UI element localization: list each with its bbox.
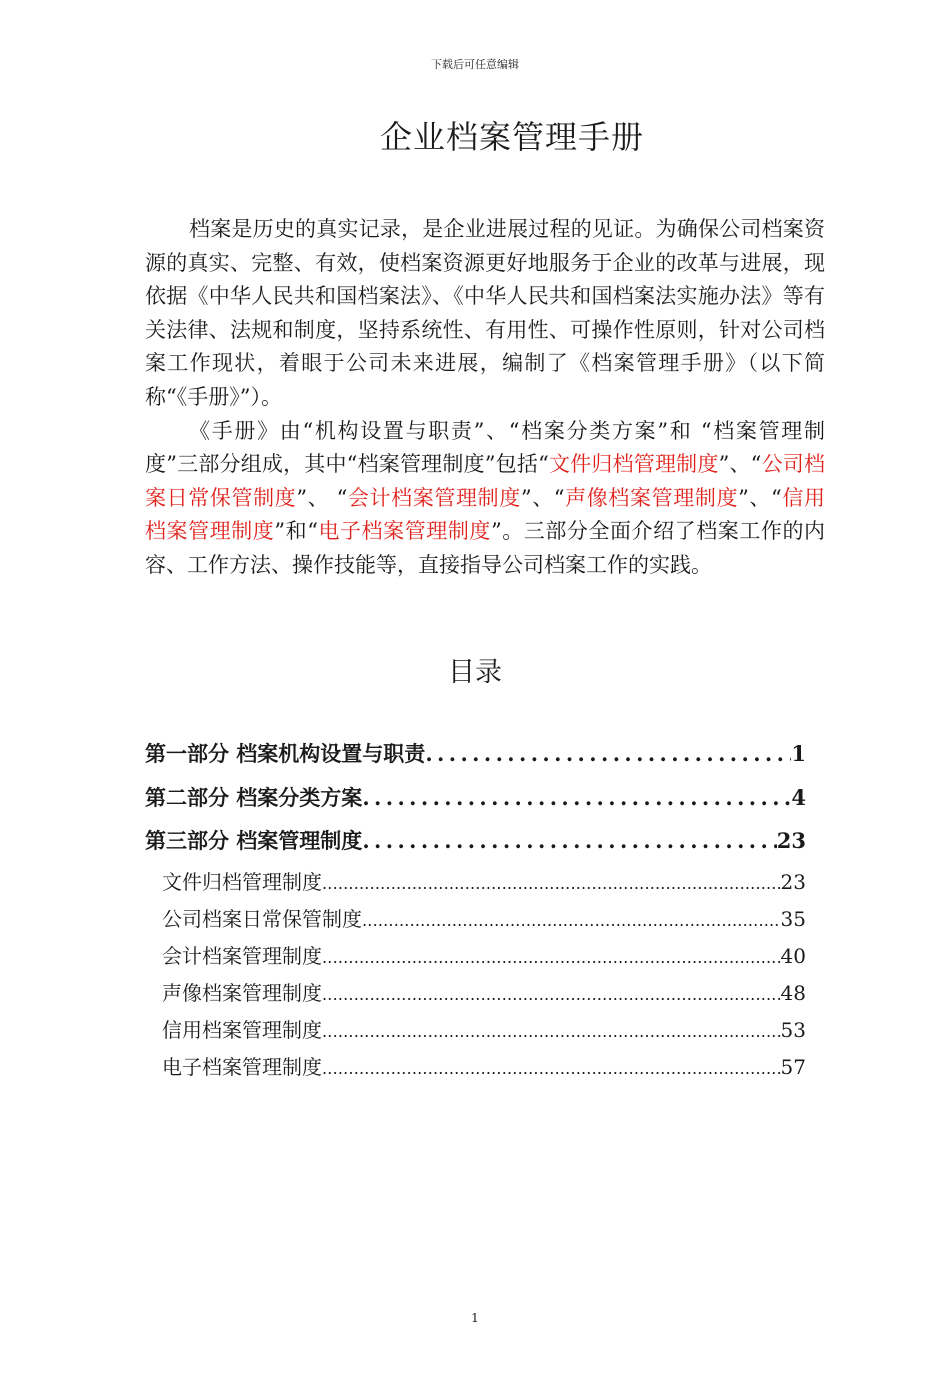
intro-text: ”。三部分全面介绍了档案工作的内容、工作方法、操作技能等，直接指导公司档案工作的实践。 bbox=[145, 519, 825, 577]
toc-entry-label: 会计档案管理制度 bbox=[162, 943, 322, 968]
toc-entry-page: 53 bbox=[780, 1017, 806, 1042]
toc-entry-label: 第二部分 档案分类方案 bbox=[145, 784, 363, 810]
toc-entry-part-3[interactable] bbox=[145, 823, 806, 867]
toc-subentry-daily-custody[interactable] bbox=[145, 904, 806, 941]
toc-dot-leader bbox=[362, 906, 781, 936]
highlight-credit-archives: 信用档案管理制度 bbox=[145, 485, 826, 544]
highlight-audiovisual-archives: 声像档案管理制度 bbox=[564, 485, 739, 510]
highlight-daily-custody: 公司档案日常保管制度 bbox=[145, 452, 826, 510]
toc-subentry-audiovisual[interactable] bbox=[145, 978, 806, 1015]
highlight-electronic-archives: 电子档案管理制度 bbox=[317, 519, 491, 544]
highlight-file-archiving: 文件归档管理制度 bbox=[548, 452, 719, 477]
toc-dot-leader bbox=[322, 869, 781, 899]
toc-entry-label: 声像档案管理制度 bbox=[162, 980, 322, 1005]
page-header-note: 下载后可任意编辑 bbox=[431, 58, 519, 71]
intro-text: ”、“ bbox=[738, 485, 782, 510]
intro-section bbox=[145, 213, 825, 583]
toc-subentry-file-archiving[interactable] bbox=[145, 867, 806, 904]
intro-paragraph-1: 档案是历史的真实记录，是企业进展过程的见证。为确保公司档案资源的真实、完整、有效，使档案资源更好地服务于企业的改革与进展，现依据《中华人民共和国档案法》、《中华人民共和国档案法实施办法》等有关法律、法规和制度，坚持系统性、有用性、可操作性原则，针对公司档案工作现状，着眼于公司未来进展，编制了《档案管理手册》（以下简称“《手册》”）。 bbox=[145, 217, 825, 409]
page-number: 1 bbox=[471, 1311, 479, 1325]
intro-text: ”、“ bbox=[520, 485, 565, 510]
toc-dot-leader bbox=[362, 780, 791, 816]
table-of-contents bbox=[145, 736, 806, 1089]
highlight-accounting-archives: 会计档案管理制度 bbox=[347, 485, 521, 510]
intro-paragraph-2 bbox=[145, 415, 825, 583]
toc-entry-part-1[interactable] bbox=[145, 736, 806, 780]
toc-entry-label: 文件归档管理制度 bbox=[162, 869, 322, 894]
toc-entry-label: 第一部分 档案机构设置与职责 bbox=[145, 741, 426, 766]
toc-entry-page: 48 bbox=[780, 980, 806, 1005]
toc-dot-leader bbox=[362, 823, 776, 859]
toc-dot-leader bbox=[322, 1054, 781, 1084]
toc-subentry-accounting[interactable] bbox=[145, 941, 806, 978]
toc-dot-leader bbox=[322, 943, 781, 973]
toc-entry-page: 1 bbox=[791, 741, 806, 766]
toc-entry-page: 35 bbox=[780, 906, 806, 931]
toc-dot-leader bbox=[322, 980, 781, 1010]
toc-subentry-electronic[interactable] bbox=[145, 1052, 806, 1089]
toc-entry-part-2[interactable] bbox=[145, 780, 806, 824]
toc-entry-label: 第三部分 档案管理制度 bbox=[145, 828, 363, 853]
toc-entry-page: 23 bbox=[776, 828, 806, 853]
document-title: 企业档案管理手册 bbox=[379, 118, 644, 156]
intro-text: ”、“ bbox=[718, 452, 762, 477]
toc-entry-label: 公司档案日常保管制度 bbox=[162, 906, 362, 931]
intro-text: ”、 “ bbox=[296, 485, 348, 510]
toc-title: 目录 bbox=[448, 657, 502, 688]
toc-entry-label: 电子档案管理制度 bbox=[162, 1054, 322, 1079]
toc-dot-leader bbox=[425, 736, 791, 772]
toc-subentry-credit[interactable] bbox=[145, 1015, 806, 1052]
toc-dot-leader bbox=[322, 1017, 781, 1047]
toc-entry-page: 57 bbox=[780, 1054, 806, 1079]
intro-text: ”和“ bbox=[274, 519, 318, 544]
toc-entry-page: 40 bbox=[780, 943, 806, 968]
intro-text: 《手册》由“机构设置与职责”、“档案分类方案”和 “档案管理制度”三部分组成，其中“档案管理制度”包括“ bbox=[145, 418, 825, 477]
toc-entry-page: 23 bbox=[780, 869, 806, 894]
toc-entry-page: 4 bbox=[791, 784, 806, 810]
toc-entry-label: 信用档案管理制度 bbox=[162, 1017, 322, 1042]
